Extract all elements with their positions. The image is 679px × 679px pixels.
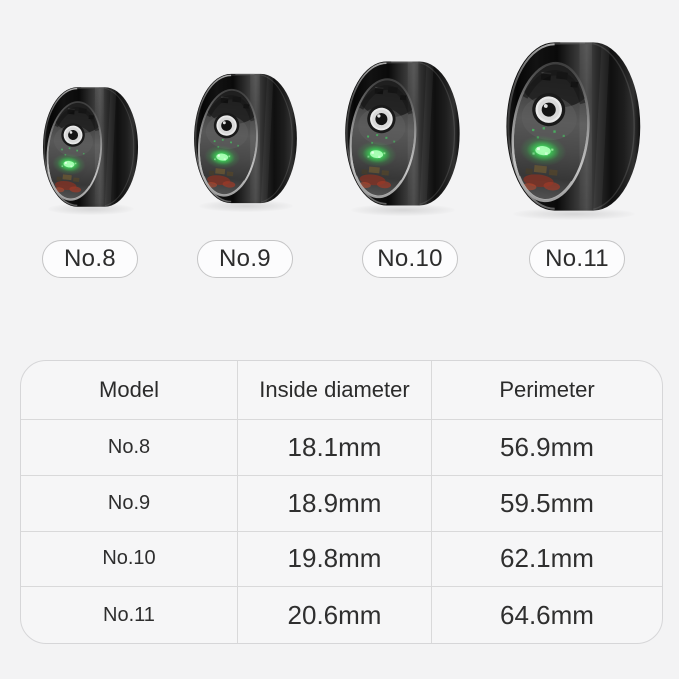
size-label-text: No.10 (377, 245, 443, 272)
ring-shadow (199, 200, 292, 212)
table-cell-model: No.11 (21, 587, 238, 643)
table-header-model: Model (21, 361, 238, 420)
table-header-perimeter: Perimeter (432, 361, 662, 420)
table-cell-perimeter: 62.1mm (432, 532, 662, 588)
table-cell-inside-diameter: 18.9mm (238, 476, 432, 532)
ring-shadow (351, 204, 455, 216)
smart-ring-image-no11 (505, 38, 643, 215)
size-label-text: No.11 (545, 245, 609, 272)
table-cell-model: No.10 (21, 532, 238, 588)
size-label-pill-no11 (529, 240, 625, 278)
ring-group-no10 (344, 56, 462, 211)
ring-group-no8 (42, 84, 140, 210)
ring-shadow (48, 203, 134, 215)
size-label-pill-no8 (42, 240, 138, 278)
smart-ring-image-no10 (344, 56, 462, 211)
size-label-pill-no10 (362, 240, 458, 278)
size-table (20, 360, 663, 644)
size-label-pill-no9 (197, 240, 293, 278)
ring-shadow (513, 208, 634, 220)
table-cell-inside-diameter: 18.1mm (238, 420, 432, 476)
ring-group-no11 (505, 38, 643, 215)
table-cell-perimeter: 59.5mm (432, 476, 662, 532)
size-label-text: No.9 (219, 245, 271, 272)
table-cell-perimeter: 64.6mm (500, 599, 594, 630)
table-cell-perimeter: 56.9mm (432, 420, 662, 476)
table-cell-inside-diameter: 20.6mm (238, 587, 432, 643)
smart-ring-image-no9 (193, 70, 299, 207)
table-cell-model: No.9 (21, 476, 238, 532)
table-cell-inside-diameter: 19.8mm (238, 532, 432, 588)
size-label-text: No.8 (64, 245, 116, 272)
smart-ring-image-no8 (42, 84, 140, 210)
ring-group-no9 (193, 70, 299, 207)
table-cell-model: No.8 (21, 420, 238, 476)
table-header-inside-diameter: Inside diameter (238, 361, 432, 420)
